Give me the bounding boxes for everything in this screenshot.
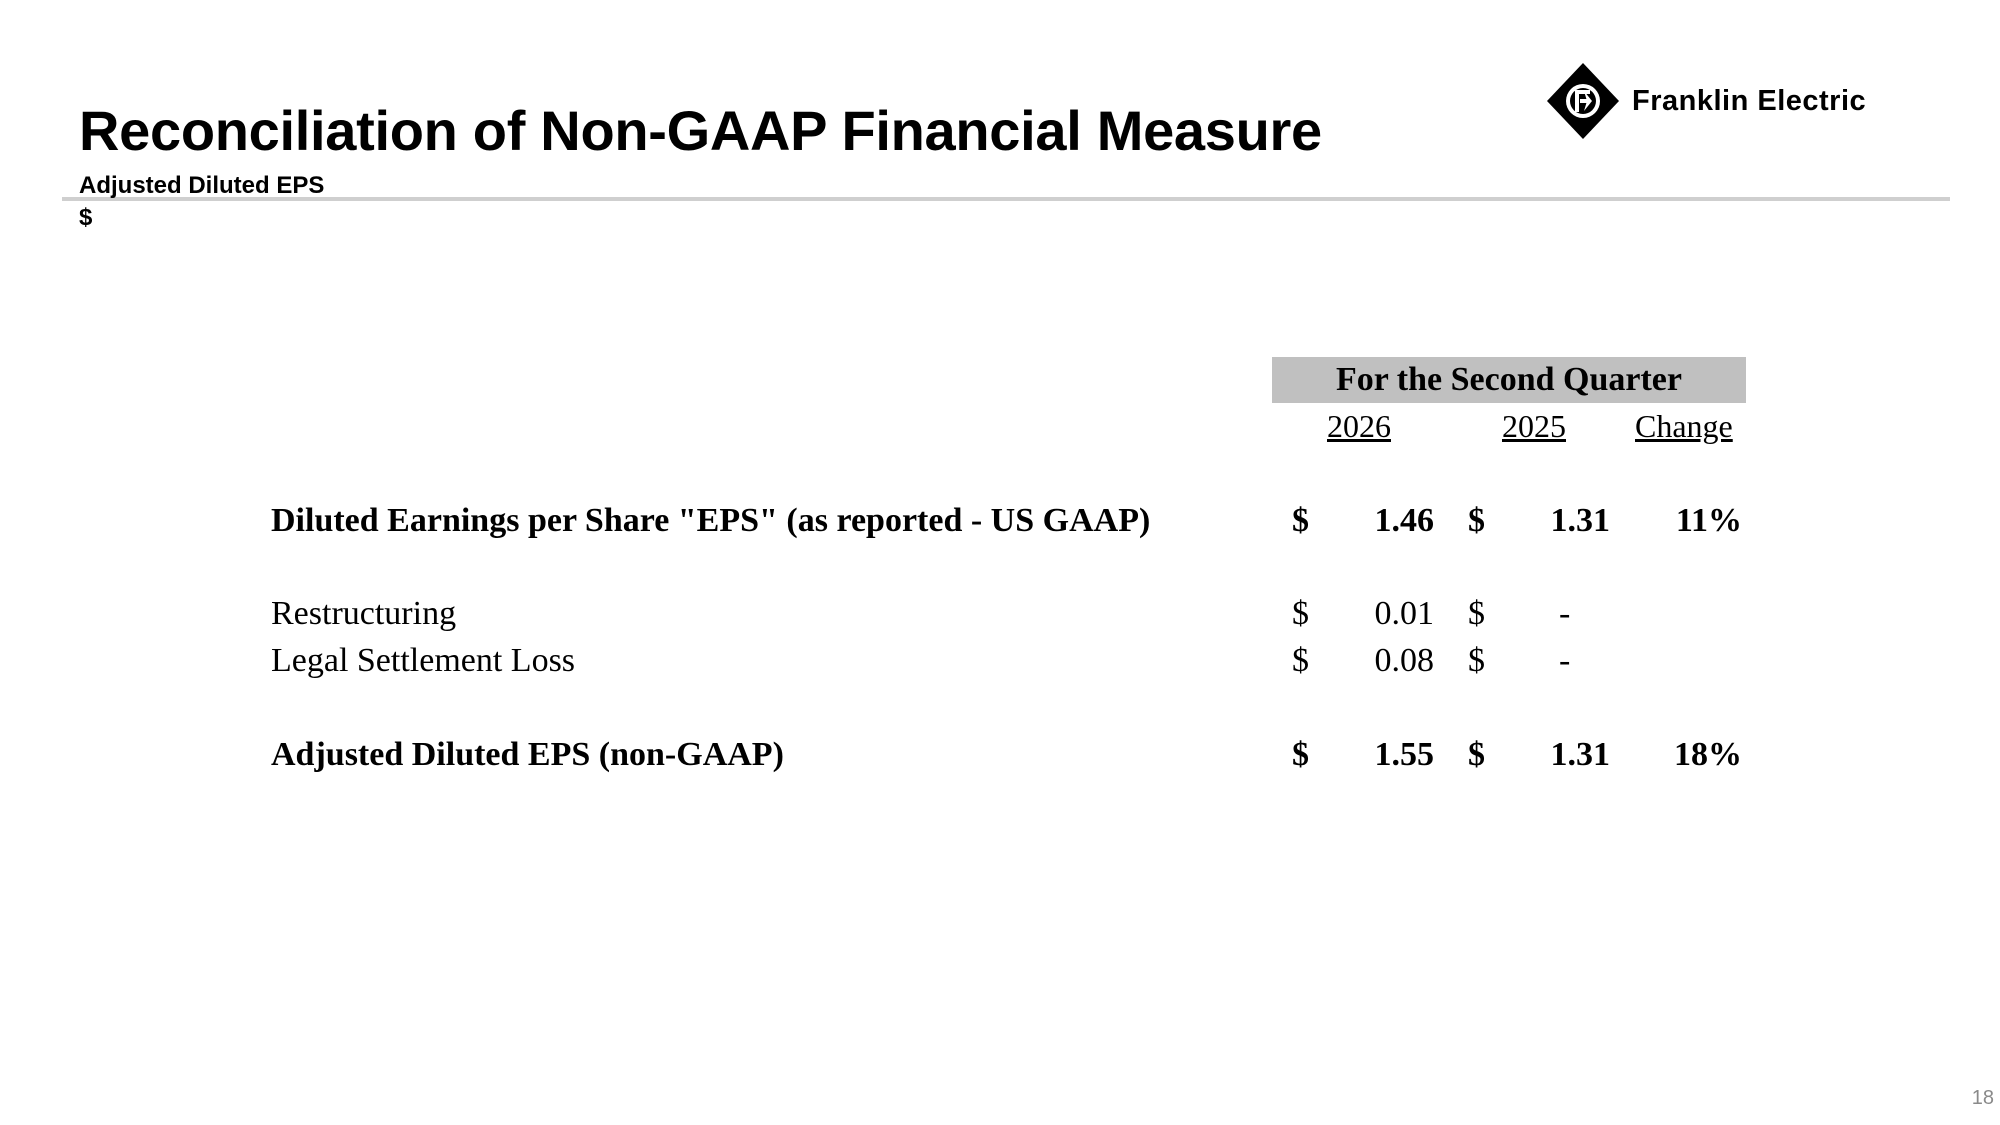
value-2025: - <box>1559 642 1571 679</box>
page-title: Reconciliation of Non-GAAP Financial Measure <box>79 99 1322 162</box>
value-2026: 0.08 <box>1374 642 1434 679</box>
currency-symbol: $ <box>1292 502 1309 539</box>
row-label: Legal Settlement Loss <box>271 642 576 679</box>
currency-symbol: $ <box>1292 736 1309 773</box>
page-subtitle: Adjusted Diluted EPS <box>79 172 325 199</box>
currency-symbol: $ <box>1468 736 1485 773</box>
column-header-2026: 2026 <box>1327 408 1391 444</box>
value-2026: 0.01 <box>1374 595 1434 632</box>
currency-symbol: $ <box>1292 595 1309 632</box>
page-number: 18 <box>1971 1087 1994 1109</box>
currency-symbol: $ <box>1468 642 1485 679</box>
column-header-2025: 2025 <box>1502 408 1566 444</box>
currency-symbol: $ <box>1468 595 1485 632</box>
column-header-change: Change <box>1635 408 1733 444</box>
row-label: Diluted Earnings per Share "EPS" (as reported - US GAAP) <box>271 502 1151 539</box>
row-label: Restructuring <box>271 595 457 632</box>
value-2025: 1.31 <box>1550 502 1610 539</box>
currency-symbol: $ <box>1292 642 1309 679</box>
row-label: Adjusted Diluted EPS (non-GAAP) <box>271 736 784 773</box>
period-header: For the Second Quarter <box>1272 357 1746 403</box>
value-2025: 1.31 <box>1550 736 1610 773</box>
value-2026: 1.55 <box>1374 736 1434 773</box>
value-2025: - <box>1559 595 1571 632</box>
currency-symbol: $ <box>1468 502 1485 539</box>
change-value: 18% <box>1674 736 1742 773</box>
unit-label: $ <box>79 204 93 231</box>
change-value: 11% <box>1675 502 1742 539</box>
logo-text: Franklin Electric <box>1632 84 1867 117</box>
value-2026: 1.46 <box>1374 502 1434 539</box>
